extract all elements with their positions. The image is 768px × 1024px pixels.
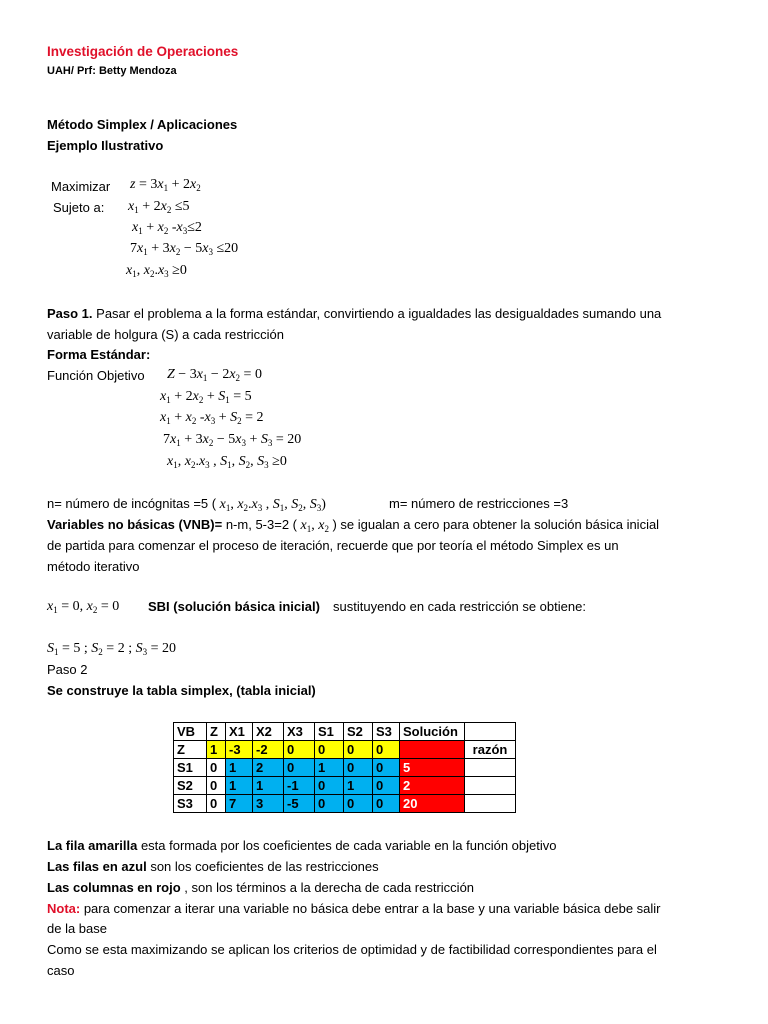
table-cell: 0 [207,759,226,777]
nonneg-symbol: ≥0 [172,263,187,278]
table-cell: 1 [226,777,253,795]
table-row [174,795,516,813]
vnb-tail: ) se igualan a cero para obtener la solución básica inicial [332,517,660,532]
paso1-label: Paso 1. [47,306,93,321]
paso2-label: Paso 2 [47,662,88,677]
table-cell: S2 [174,777,207,795]
course-title: Investigación de Operaciones [47,44,239,59]
simplex-table [173,722,516,813]
vnb-line3: método iterativo [47,559,140,574]
header-cell: X2 [253,723,284,741]
table-cell: 0 [284,741,315,759]
standard-nonnegativity: $x_1$, $x_2.x_3$ , $S_1$, $S_2$, $S_3 \ge 0$ [167,454,287,470]
sbi-label: SBI (solución básica inicial) [148,599,320,614]
table-cell: -1 [284,777,315,795]
header-cell: X1 [226,723,253,741]
table-cell: 5 [400,759,465,777]
table-cell: -5 [284,795,315,813]
vnb-text: n-m, 5-3=2 ( [222,517,297,532]
nota-label: Nota: [47,901,81,916]
table-row [174,759,516,777]
table-cell: 0 [373,795,400,813]
author-line: UAH/ Prf: Betty Mendoza [47,65,177,77]
maximize-label: Maximizar [51,179,111,194]
vnb-line2: de partida para comenzar el proceso de iteración, recuerde que por teoría el método Simplex es un [47,538,619,553]
forma-estandar-label: Forma Estándar: [47,347,151,362]
standard-objective: $Z - 3x_1 - 2x_2 = 0$ [167,367,262,383]
table-cell: 0 [315,741,344,759]
header-cell: VB [174,723,207,741]
header-cell: S3 [373,723,400,741]
n-line: n= número de incógnitas =5 ( $x_1$, $x_2.x_3$ , $S_1$, $S_2$, $S_3$) [47,496,326,513]
table-cell: 20 [400,795,465,813]
table-row [174,777,516,795]
header-cell: S1 [315,723,344,741]
standard-constraint-3: $7x_1 + 3x_2 - 5x_3 + S_3 = 20$ [163,432,302,448]
table-cell: 0 [315,777,344,795]
vnb-label: Variables no básicas (VNB)= [47,517,223,532]
standard-nonneg-symbol: ≥0 [272,454,287,469]
paso2-text: Se construye la tabla simplex, (tabla inicial) [47,683,316,698]
note-yellow-bold: La fila amarilla [47,838,138,853]
table-cell [465,777,516,795]
table-cell: 1 [315,759,344,777]
constraint-1: $x_1 + 2x_2 \le 5$ [128,199,190,215]
note-blue [47,859,379,874]
table-cell: S3 [174,795,207,813]
table-cell: 0 [207,777,226,795]
paso1-text1: Pasar el problema a la forma estándar, convirtiendo a igualdades las desigualdades sumando una [92,306,662,321]
table-cell: -2 [253,741,284,759]
sbi-text: sustituyendo en cada restricción se obtiene: [333,599,586,614]
table-cell: S1 [174,759,207,777]
table-cell: 7 [226,795,253,813]
nota-line2: de la base [47,921,107,936]
table-cell: 0 [344,759,373,777]
table-cell: 0 [284,759,315,777]
nota-line1 [47,901,661,916]
slack-values: $S_1 = 5$ ; $S_2 = 2$ ; $S_3 = 20$ [47,641,176,657]
constraint-3: $7x_1 + 3x_2 - 5x_3 \le 20$ [130,241,239,257]
section-title: Método Simplex / Aplicaciones [47,117,238,132]
table-cell: Z [174,741,207,759]
table-cell [465,795,516,813]
table-cell: 1 [226,759,253,777]
vnb-line: Variables no básicas (VNB)= n-m, 5-3=2 ( $x_1$, $x_2$ ) se igualan a cero para obtener la solución básica inicial [47,517,660,534]
sbi-equation: $x_1 = 0$, $x_2 = 0$ [47,599,120,615]
table-cell: 2 [253,759,284,777]
section-subtitle: Ejemplo Ilustrativo [47,138,164,153]
paso1-line1 [47,306,661,321]
funcion-objetivo-label: Función Objetivo [47,368,145,383]
header-cell: S2 [344,723,373,741]
table-cell [465,759,516,777]
header-cell: X3 [284,723,315,741]
table-cell: 0 [373,759,400,777]
table-cell: 0 [400,741,465,759]
table-cell: 0 [315,795,344,813]
standard-constraint-2: $x_1 + x_2$ $-x_3 + S_2 = 2$ [160,410,264,426]
header-cell: Solución [400,723,465,741]
table-cell: 0 [373,777,400,795]
table-cell: 0 [207,795,226,813]
note-blue-bold: Las filas en azul [47,859,147,874]
table-cell: 0 [373,741,400,759]
note-blue-rest: son los coeficientes de las restricciones [146,859,379,874]
table-cell: 0 [344,741,373,759]
table-cell: 0 [344,795,373,813]
table-cell: 3 [253,795,284,813]
nota-text1: para comenzar a iterar una variable no básica debe entrar a la base y una variable básica debe salir [80,901,661,916]
table-header-row [174,723,516,741]
note-red-rest: , son los términos a la derecha de cada restricción [180,880,475,895]
note-red-bold: Las columnas en rojo [47,880,181,895]
note-red [47,880,474,895]
table-cell: -3 [226,741,253,759]
paso1-line2: variable de holgura (S) a cada restricción [47,327,285,342]
table-cell: 2 [400,777,465,795]
table-cell: 1 [207,741,226,759]
note-yellow [47,838,556,853]
subject-label: Sujeto a: [53,200,105,215]
header-cell: Z [207,723,226,741]
note-yellow-rest: esta formada por los coeficientes de cada variable en la función objetivo [137,838,557,853]
constraint-2: $x_1 + x_2$ $-x_3\le 2$ [132,220,202,236]
nonnegativity: $x_1$, $x_2.x_3 \ge 0$ [126,263,187,279]
table-cell: razón [465,741,516,759]
header-cell [465,723,516,741]
table-cell: 1 [253,777,284,795]
table-row [174,741,516,759]
objective-function: $z = 3x_1 + 2x_2$ [130,177,201,193]
final-line1: Como se esta maximizando se aplican los criterios de optimidad y de factibilidad correspondientes para el [47,942,657,957]
standard-constraint-1: $x_1 + 2x_2 + S_1 = 5$ [160,389,252,405]
m-text: m= número de restricciones =3 [389,496,569,511]
final-line2: caso [47,963,75,978]
table-cell: 1 [344,777,373,795]
n-text: n= número de incógnitas =5 ( [47,496,217,511]
